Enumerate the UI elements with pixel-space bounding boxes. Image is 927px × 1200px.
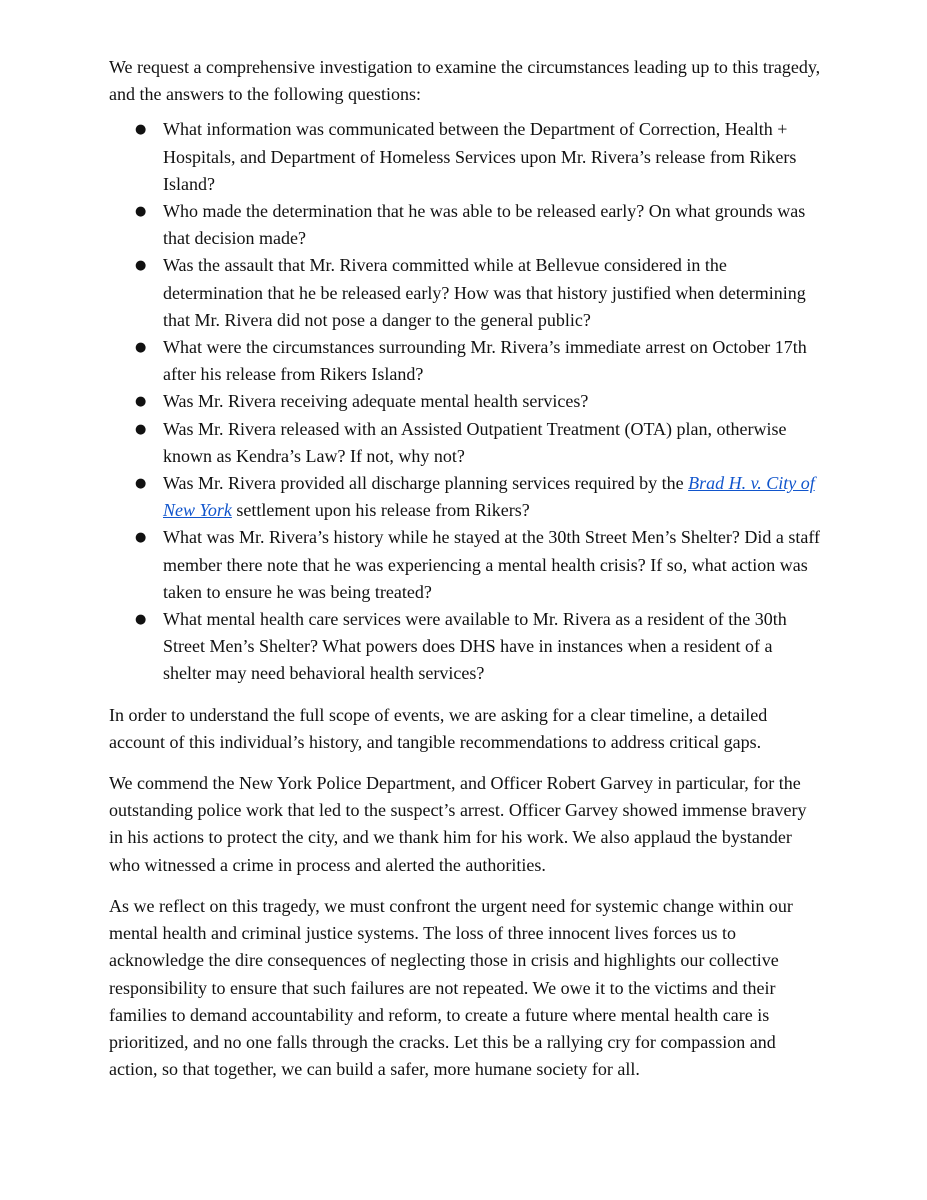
question-item <box>109 252 821 334</box>
question-text: Was Mr. Rivera released with an Assisted Outpatient Treatment (OTA) plan, otherwise known as Kendra’s Law? If not, why not? <box>163 418 787 466</box>
question-text: Was Mr. Rivera receiving adequate mental health services? <box>163 391 589 412</box>
timeline-request-paragraph: In order to understand the full scope of events, we are asking for a clear timeline, a detailed account of this individual’s history, and tangible recommendations to address critical gaps. <box>109 704 768 752</box>
question-text: What were the circumstances surrounding Mr. Rivera’s immediate arrest on October 17th after his release from Rikers Island? <box>163 337 807 385</box>
question-item <box>109 470 821 524</box>
question-text: What information was communicated between the Department of Correction, Health + Hospitals, and Department of Homeless Services upon Mr. Rivera’s release from Rikers Island? <box>163 119 797 194</box>
bullet-icon: ● <box>135 122 147 138</box>
question-text: Was the assault that Mr. Rivera committed while at Bellevue considered in the determination that he be released early? How was that history justified when determining that Mr. Rivera did not pose a danger to the general public? <box>163 255 806 330</box>
letter-page <box>109 54 821 1097</box>
question-item <box>109 416 821 470</box>
bullet-icon: ● <box>135 258 147 274</box>
question-item <box>109 116 821 198</box>
questions-list <box>109 116 821 687</box>
bullet-icon: ● <box>135 394 147 410</box>
intro-paragraph: We request a comprehensive investigation to examine the circumstances leading up to this tragedy, and the answers to the following questions: <box>109 57 821 105</box>
question-text: Who made the determination that he was able to be released early? On what grounds was that decision made? <box>163 201 806 249</box>
question-item <box>109 388 821 415</box>
bullet-icon: ● <box>135 421 147 437</box>
bullet-icon: ● <box>135 530 147 546</box>
bullet-icon: ● <box>135 476 147 492</box>
brad-h-case-link[interactable]: Brad H. v. City of New York <box>163 473 815 521</box>
question-text-after-link: settlement upon his release from Rikers? <box>231 500 530 521</box>
question-text-before-link: Was Mr. Rivera provided all discharge planning services required by the <box>163 473 689 494</box>
question-text: What mental health care services were available to Mr. Rivera as a resident of the 30th Street Men’s Shelter? What powers does DHS have in instances when a resident of a shelter may need behavioral health services? <box>163 609 787 684</box>
commendation-paragraph: We commend the New York Police Department, and Officer Robert Garvey in particular, for the outstanding police work that led to the suspect’s arrest. Officer Garvey showed immense bravery in his actions to protect the city, and we thank him for his work. We also applaud the bystander who witnessed a crime in process and alerted the authorities. <box>109 773 807 875</box>
question-text: What was Mr. Rivera’s history while he stayed at the 30th Street Men’s Shelter? Did a staff member there note that he was experiencing a mental health crisis? If so, what action was taken to ensure he was being treated? <box>163 527 821 602</box>
question-item <box>109 606 821 688</box>
question-item <box>109 198 821 252</box>
closing-paragraph: As we reflect on this tragedy, we must confront the urgent need for systemic change within our mental health and criminal justice systems. The loss of three innocent lives forces us to acknowledge the dire consequences of neglecting those in crisis and highlights our collective responsibility to ensure that such failures are not repeated. We owe it to the victims and their families to demand accountability and reform, to create a future where mental health care is prioritized, and no one falls through the cracks. Let this be a rallying cry for compassion and action, so that together, we can build a safer, more humane society for all. <box>109 895 793 1080</box>
bullet-icon: ● <box>135 612 147 628</box>
bullet-icon: ● <box>135 340 147 356</box>
bullet-icon: ● <box>135 204 147 220</box>
question-item <box>109 334 821 388</box>
question-item <box>109 524 821 606</box>
